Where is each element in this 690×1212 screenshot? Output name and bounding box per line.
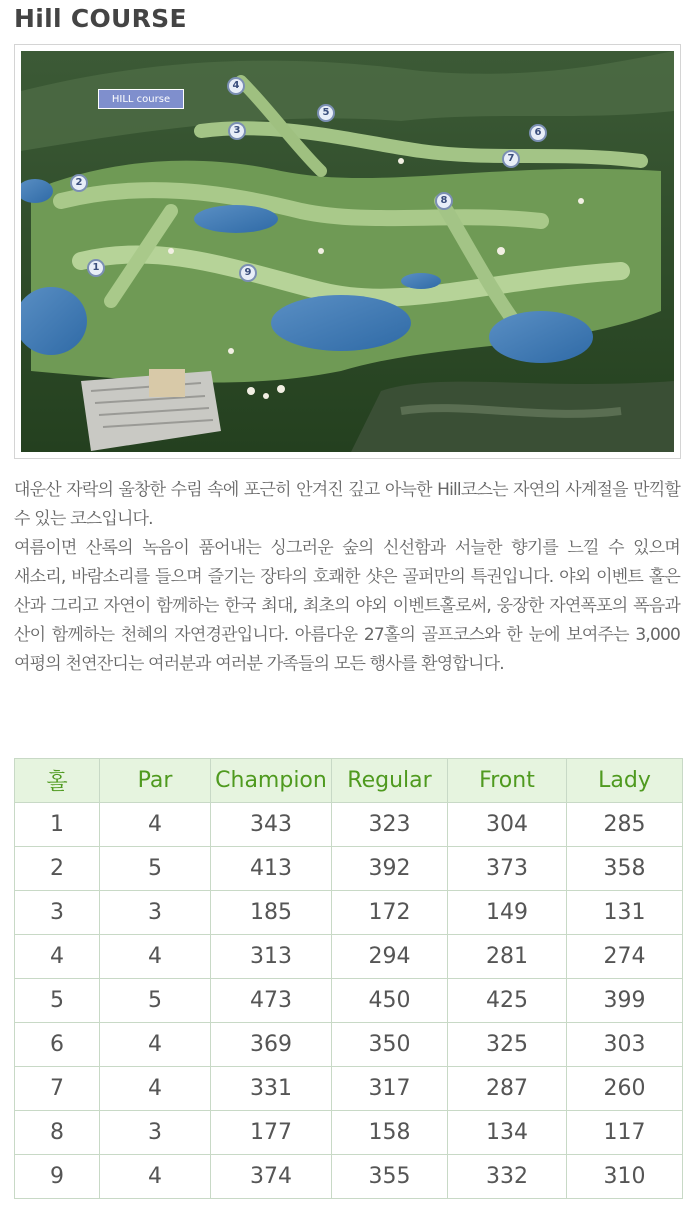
course-description bbox=[14, 476, 680, 679]
column-header-champion: Champion bbox=[211, 759, 332, 803]
column-header-par: Par bbox=[100, 759, 211, 803]
table-cell: 287 bbox=[448, 1067, 567, 1111]
hole-marker-4[interactable]: 4 bbox=[227, 77, 245, 95]
table-cell: 294 bbox=[332, 935, 448, 979]
table-cell: 7 bbox=[15, 1067, 100, 1111]
table-row bbox=[15, 1155, 683, 1199]
table-cell: 4 bbox=[100, 803, 211, 847]
table-cell: 117 bbox=[567, 1111, 683, 1155]
table-cell: 413 bbox=[211, 847, 332, 891]
hole-marker-3[interactable]: 3 bbox=[228, 122, 246, 140]
table-cell: 304 bbox=[448, 803, 567, 847]
course-map-frame bbox=[14, 44, 681, 459]
table-row bbox=[15, 1111, 683, 1155]
table-cell: 6 bbox=[15, 1023, 100, 1067]
table-cell: 2 bbox=[15, 847, 100, 891]
table-cell: 134 bbox=[448, 1111, 567, 1155]
table-row bbox=[15, 935, 683, 979]
table-cell: 185 bbox=[211, 891, 332, 935]
table-cell: 274 bbox=[567, 935, 683, 979]
table-cell: 4 bbox=[100, 1067, 211, 1111]
table-cell: 355 bbox=[332, 1155, 448, 1199]
description-paragraph-2: 여름이면 산록의 녹음이 품어내는 싱그러운 숲의 신선함과 서늘한 향기를 느낄 수 있으며 새소리, 바람소리를 들으며 즐기는 장타의 호쾌한 샷은 골퍼만의 특권입니다. 야외 이벤트 홀은 산과 그리고 자연이 함께하는 한국 최대, 최초의 야외 이벤트홀로써, 웅장한 자연폭포의 폭음과 산이 함께하는 천혜의 자연경관입니다. 아름다운 27홀의 골프코스와 한 눈에 보여주는 3,000 여평의 천연잔디는 여러분과 여러분 가족들의 모든 행사를 환영합니다. bbox=[14, 538, 680, 674]
hole-marker-2[interactable]: 2 bbox=[70, 174, 88, 192]
table-cell: 303 bbox=[567, 1023, 683, 1067]
table-cell: 131 bbox=[567, 891, 683, 935]
table-cell: 4 bbox=[100, 1155, 211, 1199]
table-cell: 399 bbox=[567, 979, 683, 1023]
table-cell: 343 bbox=[211, 803, 332, 847]
table-cell: 172 bbox=[332, 891, 448, 935]
description-paragraph-1: 대운산 자락의 울창한 수림 속에 포근히 안겨진 깊고 아늑한 Hill코스는 자연의 사계절을 만끽할 수 있는 코스입니다. bbox=[14, 480, 680, 529]
table-cell: 4 bbox=[100, 1023, 211, 1067]
table-cell: 332 bbox=[448, 1155, 567, 1199]
course-map bbox=[21, 51, 674, 452]
page-title: Hill COURSE bbox=[14, 4, 187, 33]
table-row bbox=[15, 1023, 683, 1067]
course-map-illustration bbox=[21, 51, 674, 452]
hole-marker-5[interactable]: 5 bbox=[317, 104, 335, 122]
table-cell: 373 bbox=[448, 847, 567, 891]
table-header-row bbox=[15, 759, 683, 803]
table-cell: 5 bbox=[100, 979, 211, 1023]
table-cell: 392 bbox=[332, 847, 448, 891]
table-cell: 450 bbox=[332, 979, 448, 1023]
table-cell: 1 bbox=[15, 803, 100, 847]
table-cell: 149 bbox=[448, 891, 567, 935]
table-row bbox=[15, 1067, 683, 1111]
column-header-front: Front bbox=[448, 759, 567, 803]
table-cell: 158 bbox=[332, 1111, 448, 1155]
hole-marker-6[interactable]: 6 bbox=[529, 124, 547, 142]
table-cell: 325 bbox=[448, 1023, 567, 1067]
table-cell: 4 bbox=[100, 935, 211, 979]
table-cell: 317 bbox=[332, 1067, 448, 1111]
table-cell: 4 bbox=[15, 935, 100, 979]
table-row bbox=[15, 847, 683, 891]
table-cell: 3 bbox=[100, 891, 211, 935]
table-cell: 350 bbox=[332, 1023, 448, 1067]
table-cell: 374 bbox=[211, 1155, 332, 1199]
table-cell: 473 bbox=[211, 979, 332, 1023]
table-cell: 3 bbox=[100, 1111, 211, 1155]
table-cell: 260 bbox=[567, 1067, 683, 1111]
hole-marker-9[interactable]: 9 bbox=[239, 264, 257, 282]
table-cell: 358 bbox=[567, 847, 683, 891]
table-cell: 9 bbox=[15, 1155, 100, 1199]
table-cell: 3 bbox=[15, 891, 100, 935]
table-cell: 313 bbox=[211, 935, 332, 979]
table-cell: 177 bbox=[211, 1111, 332, 1155]
table-cell: 369 bbox=[211, 1023, 332, 1067]
table-cell: 323 bbox=[332, 803, 448, 847]
course-map-tag: HILL course bbox=[98, 89, 184, 109]
column-header-regular: Regular bbox=[332, 759, 448, 803]
table-row bbox=[15, 891, 683, 935]
table-cell: 331 bbox=[211, 1067, 332, 1111]
hole-yardage-table bbox=[14, 758, 683, 1199]
hole-marker-7[interactable]: 7 bbox=[502, 150, 520, 168]
table-cell: 310 bbox=[567, 1155, 683, 1199]
column-header-hole: 홀 bbox=[15, 759, 100, 803]
hole-marker-8[interactable]: 8 bbox=[435, 192, 453, 210]
table-row bbox=[15, 803, 683, 847]
table-cell: 8 bbox=[15, 1111, 100, 1155]
table-cell: 5 bbox=[100, 847, 211, 891]
column-header-lady: Lady bbox=[567, 759, 683, 803]
table-cell: 285 bbox=[567, 803, 683, 847]
table-row bbox=[15, 979, 683, 1023]
hole-marker-1[interactable]: 1 bbox=[87, 259, 105, 277]
table-cell: 5 bbox=[15, 979, 100, 1023]
table-cell: 425 bbox=[448, 979, 567, 1023]
table-cell: 281 bbox=[448, 935, 567, 979]
